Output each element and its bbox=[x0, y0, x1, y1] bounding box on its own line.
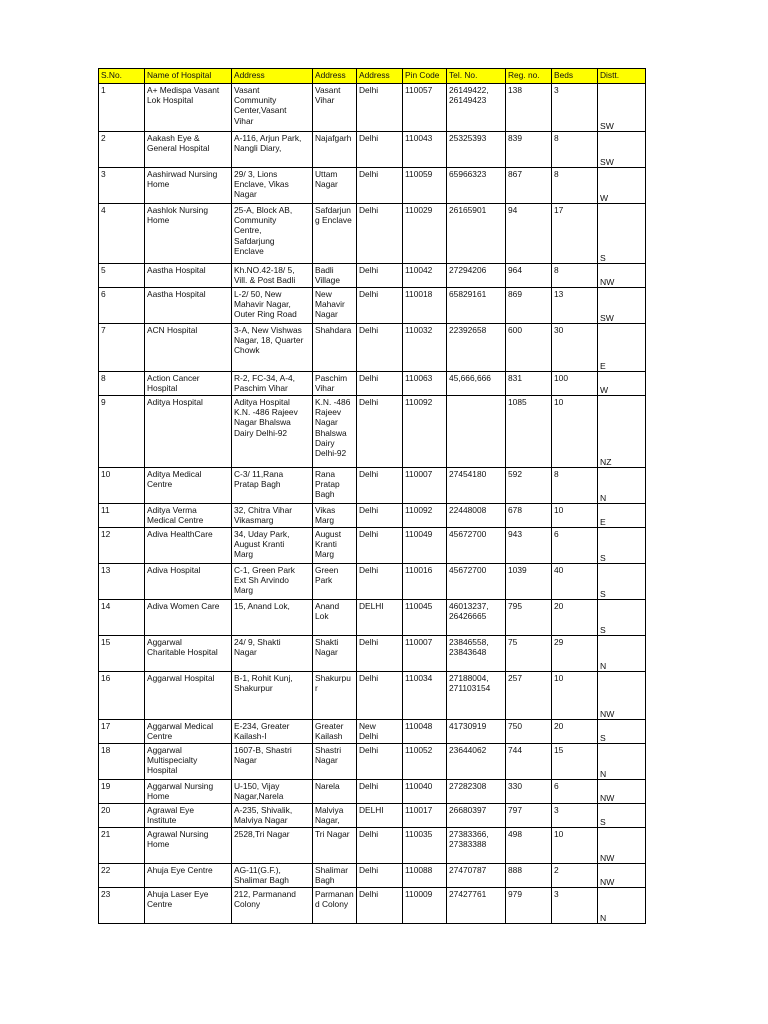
cell-beds: 3 bbox=[552, 84, 598, 132]
cell-tel-no: 45672700 bbox=[447, 564, 506, 600]
table-row bbox=[99, 528, 646, 564]
cell-tel-no: 27294206 bbox=[447, 264, 506, 288]
cell-address-2: Shastri Nagar bbox=[313, 744, 357, 780]
cell-name: Aashlok Nursing Home bbox=[145, 204, 232, 264]
cell-reg-no: 600 bbox=[506, 324, 552, 372]
cell-pin-code: 110032 bbox=[403, 324, 447, 372]
cell-address-3: Delhi bbox=[357, 372, 403, 396]
cell-reg-no: 750 bbox=[506, 720, 552, 744]
cell-name: Adiva HealthCare bbox=[145, 528, 232, 564]
header-beds: Beds bbox=[552, 69, 598, 84]
cell-tel-no: 27282308 bbox=[447, 780, 506, 804]
cell-address-2: K.N. -486 Rajeev Nagar Bhalswa Dairy Delhi-92 bbox=[313, 396, 357, 468]
cell-address-1: 25-A, Block AB, Community Centre, Safdarjung Enclave bbox=[232, 204, 313, 264]
cell-sno: 5 bbox=[99, 264, 145, 288]
cell-pin-code: 110016 bbox=[403, 564, 447, 600]
cell-pin-code: 110035 bbox=[403, 828, 447, 864]
cell-address-1: 24/ 9, Shakti Nagar bbox=[232, 636, 313, 672]
cell-address-1: L-2/ 50, New Mahavir Nagar, Outer Ring Road bbox=[232, 288, 313, 324]
cell-sno: 16 bbox=[99, 672, 145, 720]
cell-reg-no: 831 bbox=[506, 372, 552, 396]
cell-address-2: Shakurpu r bbox=[313, 672, 357, 720]
cell-name: Aastha Hospital bbox=[145, 264, 232, 288]
cell-tel-no: 22392658 bbox=[447, 324, 506, 372]
header-sno: S.No. bbox=[99, 69, 145, 84]
cell-distt: W bbox=[598, 372, 646, 396]
cell-tel-no: 26165901 bbox=[447, 204, 506, 264]
cell-name: Aditya Medical Centre bbox=[145, 468, 232, 504]
cell-pin-code: 110009 bbox=[403, 888, 447, 924]
cell-address-3: Delhi bbox=[357, 780, 403, 804]
cell-sno: 6 bbox=[99, 288, 145, 324]
cell-beds: 15 bbox=[552, 744, 598, 780]
cell-name: Aggarwal Hospital bbox=[145, 672, 232, 720]
table-row bbox=[99, 504, 646, 528]
cell-beds: 100 bbox=[552, 372, 598, 396]
cell-address-1: 1607-B, Shastri Nagar bbox=[232, 744, 313, 780]
cell-tel-no: 27454180 bbox=[447, 468, 506, 504]
cell-tel-no: 65966323 bbox=[447, 168, 506, 204]
cell-address-2: August Kranti Marg bbox=[313, 528, 357, 564]
cell-distt: SW bbox=[598, 84, 646, 132]
table-row bbox=[99, 204, 646, 264]
table-row bbox=[99, 564, 646, 600]
cell-sno: 18 bbox=[99, 744, 145, 780]
cell-tel-no: 27383366, 27383388 bbox=[447, 828, 506, 864]
cell-address-3: Delhi bbox=[357, 264, 403, 288]
cell-address-2: Anand Lok bbox=[313, 600, 357, 636]
cell-name: Ahuja Laser Eye Centre bbox=[145, 888, 232, 924]
cell-name: Adiva Women Care bbox=[145, 600, 232, 636]
table-row bbox=[99, 744, 646, 780]
cell-reg-no: 257 bbox=[506, 672, 552, 720]
cell-name: Aggarwal Nursing Home bbox=[145, 780, 232, 804]
cell-address-2: Tri Nagar bbox=[313, 828, 357, 864]
cell-reg-no: 330 bbox=[506, 780, 552, 804]
header-name: Name of Hospital bbox=[145, 69, 232, 84]
cell-distt: E bbox=[598, 324, 646, 372]
cell-distt: SW bbox=[598, 288, 646, 324]
cell-beds: 10 bbox=[552, 672, 598, 720]
cell-sno: 2 bbox=[99, 132, 145, 168]
cell-tel-no: 23846558, 23843648 bbox=[447, 636, 506, 672]
cell-pin-code: 110052 bbox=[403, 744, 447, 780]
cell-reg-no: 943 bbox=[506, 528, 552, 564]
cell-address-1: 2528,Tri Nagar bbox=[232, 828, 313, 864]
cell-name: Aashirwad Nursing Home bbox=[145, 168, 232, 204]
cell-reg-no: 592 bbox=[506, 468, 552, 504]
cell-name: Agrawal Eye Institute bbox=[145, 804, 232, 828]
header-reg-no: Reg. no. bbox=[506, 69, 552, 84]
cell-address-3: Delhi bbox=[357, 564, 403, 600]
cell-tel-no: 26149422, 26149423 bbox=[447, 84, 506, 132]
cell-sno: 12 bbox=[99, 528, 145, 564]
cell-beds: 8 bbox=[552, 468, 598, 504]
cell-address-2: Shakti Nagar bbox=[313, 636, 357, 672]
cell-beds: 6 bbox=[552, 528, 598, 564]
cell-tel-no: 41730919 bbox=[447, 720, 506, 744]
cell-pin-code: 110017 bbox=[403, 804, 447, 828]
cell-reg-no: 498 bbox=[506, 828, 552, 864]
table-row bbox=[99, 636, 646, 672]
cell-address-3: Delhi bbox=[357, 828, 403, 864]
cell-tel-no: 27427761 bbox=[447, 888, 506, 924]
table-row bbox=[99, 396, 646, 468]
cell-tel-no: 26680397 bbox=[447, 804, 506, 828]
cell-address-2: Rana Pratap Bagh bbox=[313, 468, 357, 504]
cell-tel-no: 45672700 bbox=[447, 528, 506, 564]
cell-address-1: C-3/ 11,Rana Pratap Bagh bbox=[232, 468, 313, 504]
cell-sno: 9 bbox=[99, 396, 145, 468]
cell-address-2: Shalimar Bagh bbox=[313, 864, 357, 888]
cell-beds: 10 bbox=[552, 396, 598, 468]
cell-pin-code: 110007 bbox=[403, 636, 447, 672]
cell-address-1: R-2, FC-34, A-4, Paschim Vihar bbox=[232, 372, 313, 396]
cell-name: Ahuja Eye Centre bbox=[145, 864, 232, 888]
cell-address-1: C-1, Green Park Ext Sh Arvindo Marg bbox=[232, 564, 313, 600]
cell-beds: 6 bbox=[552, 780, 598, 804]
cell-reg-no: 94 bbox=[506, 204, 552, 264]
cell-tel-no: 22448008 bbox=[447, 504, 506, 528]
cell-pin-code: 110029 bbox=[403, 204, 447, 264]
cell-name: Aditya Verma Medical Centre bbox=[145, 504, 232, 528]
cell-name: Action Cancer Hospital bbox=[145, 372, 232, 396]
cell-address-3: DELHI bbox=[357, 600, 403, 636]
cell-distt: NW bbox=[598, 780, 646, 804]
cell-address-2: Greater Kailash bbox=[313, 720, 357, 744]
cell-address-1: AG-11(G.F.), Shalimar Bagh bbox=[232, 864, 313, 888]
cell-address-2: Shahdara bbox=[313, 324, 357, 372]
cell-tel-no: 65829161 bbox=[447, 288, 506, 324]
cell-distt: SW bbox=[598, 132, 646, 168]
cell-distt: NW bbox=[598, 672, 646, 720]
header-address-3: Address bbox=[357, 69, 403, 84]
cell-pin-code: 110040 bbox=[403, 780, 447, 804]
table-row bbox=[99, 264, 646, 288]
cell-sno: 3 bbox=[99, 168, 145, 204]
cell-sno: 11 bbox=[99, 504, 145, 528]
cell-pin-code: 110048 bbox=[403, 720, 447, 744]
cell-address-1: 212, Parmanand Colony bbox=[232, 888, 313, 924]
cell-distt: S bbox=[598, 600, 646, 636]
cell-pin-code: 110059 bbox=[403, 168, 447, 204]
cell-beds: 17 bbox=[552, 204, 598, 264]
cell-reg-no: 75 bbox=[506, 636, 552, 672]
cell-address-2: Green Park bbox=[313, 564, 357, 600]
cell-sno: 17 bbox=[99, 720, 145, 744]
cell-address-1: 29/ 3, Lions Enclave, Vikas Nagar bbox=[232, 168, 313, 204]
cell-address-3: Delhi bbox=[357, 396, 403, 468]
cell-address-1: E-234, Greater Kailash-I bbox=[232, 720, 313, 744]
table-row bbox=[99, 372, 646, 396]
cell-name: Adiva Hospital bbox=[145, 564, 232, 600]
table-row bbox=[99, 168, 646, 204]
table-row bbox=[99, 720, 646, 744]
cell-reg-no: 138 bbox=[506, 84, 552, 132]
table-row bbox=[99, 804, 646, 828]
cell-beds: 13 bbox=[552, 288, 598, 324]
cell-address-2: New Mahavir Nagar bbox=[313, 288, 357, 324]
cell-tel-no: 23644062 bbox=[447, 744, 506, 780]
cell-distt: E bbox=[598, 504, 646, 528]
cell-beds: 2 bbox=[552, 864, 598, 888]
cell-sno: 10 bbox=[99, 468, 145, 504]
cell-beds: 20 bbox=[552, 720, 598, 744]
cell-address-3: New Delhi bbox=[357, 720, 403, 744]
cell-distt: S bbox=[598, 564, 646, 600]
cell-pin-code: 110063 bbox=[403, 372, 447, 396]
table-row bbox=[99, 672, 646, 720]
cell-tel-no bbox=[447, 396, 506, 468]
cell-distt: N bbox=[598, 468, 646, 504]
cell-sno: 14 bbox=[99, 600, 145, 636]
cell-address-2: Najafgarh bbox=[313, 132, 357, 168]
cell-pin-code: 110018 bbox=[403, 288, 447, 324]
cell-address-3: Delhi bbox=[357, 672, 403, 720]
cell-address-3: Delhi bbox=[357, 504, 403, 528]
header-tel-no: Tel. No. bbox=[447, 69, 506, 84]
cell-beds: 20 bbox=[552, 600, 598, 636]
cell-reg-no: 1085 bbox=[506, 396, 552, 468]
cell-address-1: Aditya Hospital K.N. -486 Rajeev Nagar Bhalswa Dairy Delhi-92 bbox=[232, 396, 313, 468]
cell-sno: 20 bbox=[99, 804, 145, 828]
hospital-table bbox=[98, 68, 646, 924]
header-address-2: Address bbox=[313, 69, 357, 84]
cell-distt: S bbox=[598, 204, 646, 264]
cell-sno: 4 bbox=[99, 204, 145, 264]
cell-pin-code: 110088 bbox=[403, 864, 447, 888]
cell-address-3: DELHI bbox=[357, 804, 403, 828]
cell-address-1: Kh.NO.42-18/ 5, Vill. & Post Badli bbox=[232, 264, 313, 288]
cell-beds: 8 bbox=[552, 132, 598, 168]
cell-beds: 3 bbox=[552, 804, 598, 828]
cell-sno: 8 bbox=[99, 372, 145, 396]
cell-reg-no: 795 bbox=[506, 600, 552, 636]
cell-pin-code: 110045 bbox=[403, 600, 447, 636]
cell-name: Aggarwal Charitable Hospital bbox=[145, 636, 232, 672]
cell-distt: NW bbox=[598, 828, 646, 864]
cell-address-2: Vikas Marg bbox=[313, 504, 357, 528]
cell-address-3: Delhi bbox=[357, 744, 403, 780]
cell-tel-no: 45,666,666 bbox=[447, 372, 506, 396]
cell-distt: NZ bbox=[598, 396, 646, 468]
cell-address-2: Narela bbox=[313, 780, 357, 804]
cell-name: Aastha Hospital bbox=[145, 288, 232, 324]
cell-name: A+ Medispa Vasant Lok Hospital bbox=[145, 84, 232, 132]
cell-address-2: Parmanan d Colony bbox=[313, 888, 357, 924]
cell-address-3: Delhi bbox=[357, 84, 403, 132]
cell-beds: 10 bbox=[552, 828, 598, 864]
table-row bbox=[99, 864, 646, 888]
cell-beds: 3 bbox=[552, 888, 598, 924]
cell-distt: N bbox=[598, 744, 646, 780]
cell-reg-no: 1039 bbox=[506, 564, 552, 600]
cell-beds: 29 bbox=[552, 636, 598, 672]
cell-name: Aditya Hospital bbox=[145, 396, 232, 468]
cell-pin-code: 110007 bbox=[403, 468, 447, 504]
cell-reg-no: 979 bbox=[506, 888, 552, 924]
cell-distt: N bbox=[598, 636, 646, 672]
cell-distt: S bbox=[598, 804, 646, 828]
cell-address-2: Malviya Nagar, bbox=[313, 804, 357, 828]
cell-address-2: Paschim Vihar bbox=[313, 372, 357, 396]
cell-address-1: A-116, Arjun Park, Nangli Diary, bbox=[232, 132, 313, 168]
header-address-1: Address bbox=[232, 69, 313, 84]
header-pin-code: Pin Code bbox=[403, 69, 447, 84]
table-row bbox=[99, 600, 646, 636]
cell-beds: 8 bbox=[552, 168, 598, 204]
header-distt: Distt. bbox=[598, 69, 646, 84]
cell-name: ACN Hospital bbox=[145, 324, 232, 372]
cell-reg-no: 797 bbox=[506, 804, 552, 828]
cell-address-1: 34, Uday Park, August Kranti Marg bbox=[232, 528, 313, 564]
cell-address-3: Delhi bbox=[357, 132, 403, 168]
cell-distt: NW bbox=[598, 264, 646, 288]
table-row bbox=[99, 84, 646, 132]
cell-address-1: 32, Chitra Vihar Vikasmarg bbox=[232, 504, 313, 528]
cell-distt: N bbox=[598, 888, 646, 924]
cell-tel-no: 46013237, 26426665 bbox=[447, 600, 506, 636]
cell-pin-code: 110057 bbox=[403, 84, 447, 132]
cell-sno: 7 bbox=[99, 324, 145, 372]
cell-reg-no: 744 bbox=[506, 744, 552, 780]
table-row bbox=[99, 324, 646, 372]
cell-tel-no: 27470787 bbox=[447, 864, 506, 888]
cell-distt: W bbox=[598, 168, 646, 204]
cell-address-1: B-1, Rohit Kunj, Shakurpur bbox=[232, 672, 313, 720]
cell-address-3: Delhi bbox=[357, 204, 403, 264]
cell-name: Aggarwal Medical Centre bbox=[145, 720, 232, 744]
cell-distt: NW bbox=[598, 864, 646, 888]
cell-address-1: U-150, Vijay Nagar,Narela bbox=[232, 780, 313, 804]
cell-name: Aggarwal Multispecialty Hospital bbox=[145, 744, 232, 780]
cell-address-1: A-235, Shivalik, Malviya Nagar bbox=[232, 804, 313, 828]
cell-name: Agrawal Nursing Home bbox=[145, 828, 232, 864]
cell-name: Aakash Eye & General Hospital bbox=[145, 132, 232, 168]
cell-beds: 10 bbox=[552, 504, 598, 528]
cell-sno: 22 bbox=[99, 864, 145, 888]
cell-address-1: 15, Anand Lok, bbox=[232, 600, 313, 636]
cell-sno: 21 bbox=[99, 828, 145, 864]
cell-address-1: 3-A, New Vishwas Nagar, 18, Quarter Chowk bbox=[232, 324, 313, 372]
cell-address-3: Delhi bbox=[357, 324, 403, 372]
cell-sno: 23 bbox=[99, 888, 145, 924]
cell-sno: 1 bbox=[99, 84, 145, 132]
cell-address-2: Vasant Vihar bbox=[313, 84, 357, 132]
cell-address-3: Delhi bbox=[357, 864, 403, 888]
table-row bbox=[99, 132, 646, 168]
cell-address-3: Delhi bbox=[357, 288, 403, 324]
cell-pin-code: 110042 bbox=[403, 264, 447, 288]
cell-address-2: Uttam Nagar bbox=[313, 168, 357, 204]
cell-pin-code: 110092 bbox=[403, 504, 447, 528]
cell-address-1: Vasant Community Center,Vasant Vihar bbox=[232, 84, 313, 132]
table-row bbox=[99, 780, 646, 804]
cell-reg-no: 678 bbox=[506, 504, 552, 528]
cell-pin-code: 110043 bbox=[403, 132, 447, 168]
cell-reg-no: 839 bbox=[506, 132, 552, 168]
table-row bbox=[99, 888, 646, 924]
cell-tel-no: 27188004, 271103154 bbox=[447, 672, 506, 720]
cell-reg-no: 964 bbox=[506, 264, 552, 288]
cell-address-2: Badli Village bbox=[313, 264, 357, 288]
cell-beds: 40 bbox=[552, 564, 598, 600]
cell-address-2: Safdarjun g Enclave bbox=[313, 204, 357, 264]
cell-address-3: Delhi bbox=[357, 888, 403, 924]
cell-tel-no: 25325393 bbox=[447, 132, 506, 168]
cell-pin-code: 110034 bbox=[403, 672, 447, 720]
table-row bbox=[99, 468, 646, 504]
cell-reg-no: 867 bbox=[506, 168, 552, 204]
cell-distt: S bbox=[598, 528, 646, 564]
cell-reg-no: 869 bbox=[506, 288, 552, 324]
cell-address-3: Delhi bbox=[357, 168, 403, 204]
cell-sno: 15 bbox=[99, 636, 145, 672]
cell-sno: 13 bbox=[99, 564, 145, 600]
cell-address-3: Delhi bbox=[357, 528, 403, 564]
cell-address-3: Delhi bbox=[357, 636, 403, 672]
cell-pin-code: 110092 bbox=[403, 396, 447, 468]
cell-beds: 30 bbox=[552, 324, 598, 372]
table-row bbox=[99, 828, 646, 864]
cell-pin-code: 110049 bbox=[403, 528, 447, 564]
cell-distt: S bbox=[598, 720, 646, 744]
cell-address-3: Delhi bbox=[357, 468, 403, 504]
cell-beds: 8 bbox=[552, 264, 598, 288]
cell-reg-no: 888 bbox=[506, 864, 552, 888]
table-row bbox=[99, 288, 646, 324]
header-row bbox=[99, 69, 646, 84]
cell-sno: 19 bbox=[99, 780, 145, 804]
